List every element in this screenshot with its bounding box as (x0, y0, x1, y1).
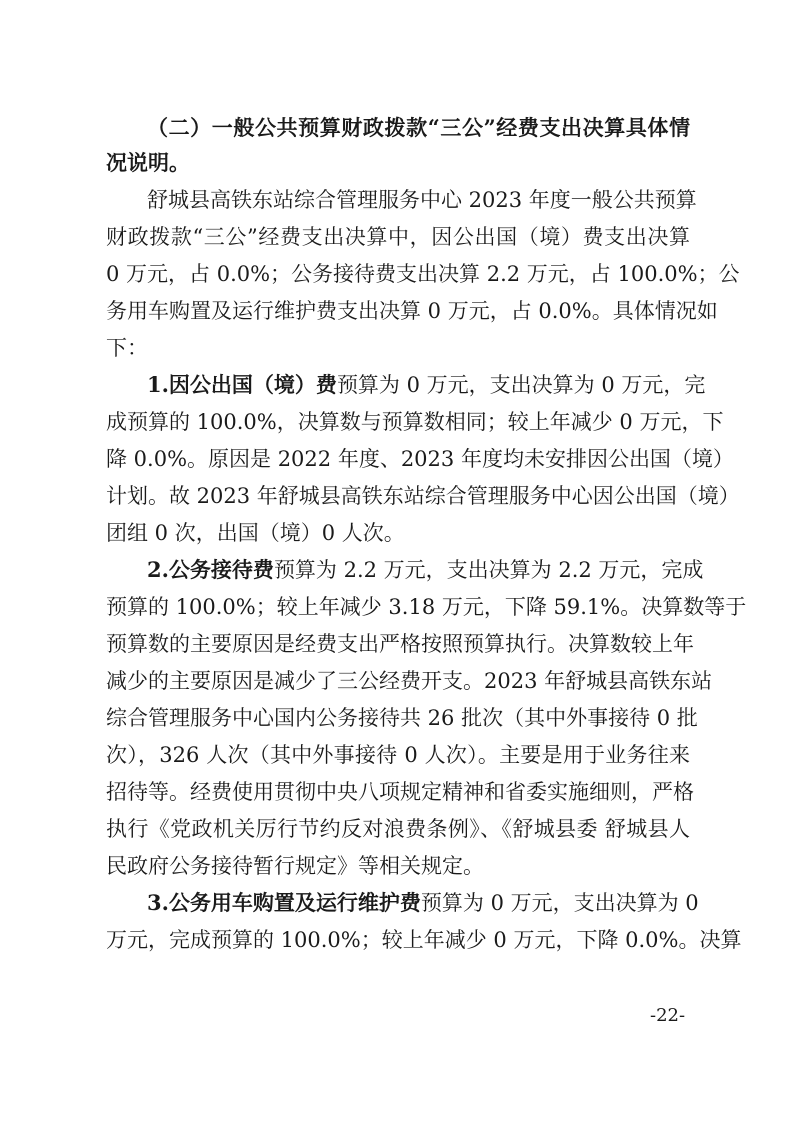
page-number: -22- (650, 1005, 686, 1026)
item1-line: 团组 0 次，出国（境）0 人次。 (106, 521, 405, 545)
item2-heading: 2.公务接待费 (147, 557, 274, 582)
item3-first-rest: 预算为 0 万元，支出决算为 0 (420, 891, 699, 915)
item2-first-rest: 预算为 2.2 万元，支出决算为 2.2 万元，完成 (273, 558, 704, 582)
item2-line: 预算数的主要原因是经费支出严格按照预算执行。决算数较上年 (106, 632, 694, 656)
item2-line: 民政府公务接待暂行规定》等相关规定。 (106, 854, 484, 878)
intro-line-2: 财政拨款“三公”经费支出决算中，因公出国（境）费支出决算 (106, 225, 690, 249)
intro-line-4: 务用车购置及运行维护费支出决算 0 万元，占 0.0%。具体情况如 (106, 299, 718, 323)
item1-first-rest: 预算为 0 万元，支出决算为 0 万元，完 (336, 373, 706, 397)
item1-line: 计划。故 2023 年舒城县高铁东站综合管理服务中心因公出国（境） (106, 484, 740, 508)
item2-line: 减少的主要原因是减少了三公经费开支。2023 年舒城县高铁东站 (106, 669, 713, 693)
item1-line: 成预算的 100.0%，决算数与预算数相同；较上年减少 0 万元，下 (106, 410, 724, 434)
item2-first-line (147, 556, 704, 584)
item2-line: 次），326 人次（其中外事接待 0 人次）。主要是用于业务往来 (106, 743, 690, 767)
intro-line-1: 舒城县高铁东站综合管理服务中心 2023 年度一般公共预算 (147, 188, 697, 212)
item2-line: 综合管理服务中心国内公务接待共 26 批次（其中外事接待 0 批 (106, 706, 698, 730)
item2-line: 招待等。经费使用贯彻中央八项规定精神和省委实施细则，严格 (106, 780, 694, 804)
intro-line-5: 下： (106, 336, 148, 360)
intro-line-3: 0 万元，占 0.0%；公务接待费支出决算 2.2 万元，占 100.0%；公 (106, 262, 740, 286)
item1-heading: 1.因公出国（境）费 (147, 372, 337, 397)
section-title-line1: （二）一般公共预算财政拨款“三公”经费支出决算具体情 (147, 115, 690, 140)
item2-line: 预算的 100.0%；较上年减少 3.18 万元，下降 59.1%。决算数等于 (106, 595, 747, 619)
section-title-line2: 况说明。 (106, 150, 190, 175)
item3-heading: 3.公务用车购置及运行维护费 (147, 890, 421, 915)
item3-line: 万元，完成预算的 100.0%；较上年减少 0 万元，下降 0.0%。决算 (106, 928, 742, 952)
item2-line: 执行《党政机关厉行节约反对浪费条例》、《舒城县委 舒城县人 (106, 817, 690, 841)
item1-first-line (147, 371, 706, 399)
item3-first-line (147, 889, 699, 917)
item1-line: 降 0.0%。原因是 2022 年度、2023 年度均未安排因公出国（境） (106, 447, 734, 471)
